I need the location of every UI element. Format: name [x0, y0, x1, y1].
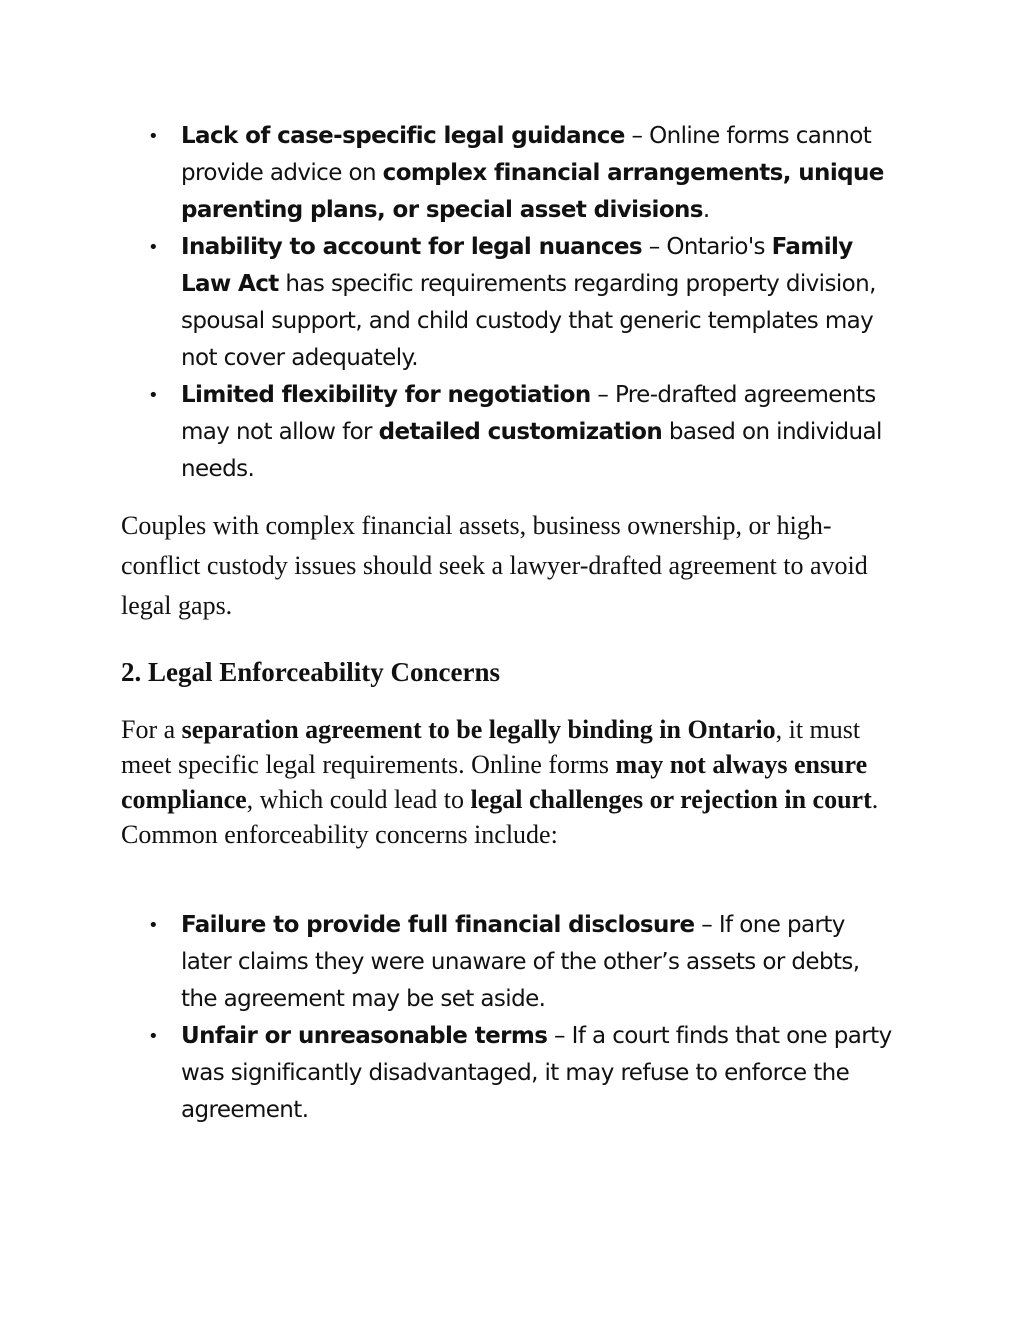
bullet-icon: •: [148, 385, 159, 406]
item-bold-lead: Inability to account for legal nuances: [181, 234, 642, 260]
item-text: – If a court finds that one party was significantly disadvantaged, it may refuse to enforce the agreement.: [181, 1023, 892, 1123]
item-text: based on individual needs.: [181, 419, 882, 482]
item-text: – Pre-drafted agreements may not allow for: [181, 382, 876, 445]
item-bold-lead: Unfair or unreasonable terms: [181, 1023, 548, 1049]
list-item: [148, 229, 901, 377]
para-bold-phrase: may not always ensure compliance: [121, 750, 868, 814]
item-text: – If one party later claims they were unaware of the other’s assets or debts, the agreement may be set aside.: [181, 912, 860, 1012]
item-bold-phrase: Family Law Act: [181, 234, 853, 297]
list-item: [148, 118, 901, 229]
para-text: For a: [121, 715, 182, 744]
item-text: – Online forms cannot provide advice on: [181, 123, 872, 186]
para-bold-phrase: legal challenges or rejection in court: [470, 785, 872, 814]
bullet-icon: •: [148, 915, 159, 936]
item-bold-phrase: complex financial arrangements, unique parenting plans, or special asset divisions: [181, 160, 884, 223]
bullet-icon: •: [148, 237, 159, 258]
item-bold-lead: Failure to provide full financial disclosure: [181, 912, 695, 938]
item-bold-lead: Limited flexibility for negotiation: [181, 382, 591, 408]
item-text: .: [702, 197, 710, 223]
online-form-limitations-list: [148, 118, 901, 488]
bullet-icon: •: [148, 1026, 159, 1047]
list-item: [148, 377, 901, 488]
couples-paragraph: Couples with complex financial assets, business ownership, or high-conflict custody issues should seek a lawyer-drafted agreement to avoid legal gaps.: [121, 511, 868, 620]
para-text: , it must meet specific legal requirements. Online forms: [121, 715, 861, 779]
item-text: has specific requirements regarding property division, spousal support, and child custody that generic templates may not cover adequately.: [181, 271, 876, 371]
enforceability-paragraph: [121, 712, 896, 852]
item-text: – Ontario's: [642, 234, 772, 260]
item-bold-lead: Lack of case-specific legal guidance: [181, 123, 625, 149]
item-bold-phrase: detailed customization: [378, 419, 663, 445]
list-item: [148, 907, 901, 1018]
list-item: [148, 1018, 901, 1129]
section-heading: 2. Legal Enforceability Concerns: [121, 657, 500, 687]
para-text: . Common enforceability concerns include:: [121, 785, 879, 849]
para-text: , which could lead to: [246, 785, 471, 814]
enforceability-concerns-list: [148, 907, 901, 1129]
bullet-icon: •: [148, 126, 159, 147]
para-bold-phrase: separation agreement to be legally binding in Ontario: [181, 715, 776, 744]
